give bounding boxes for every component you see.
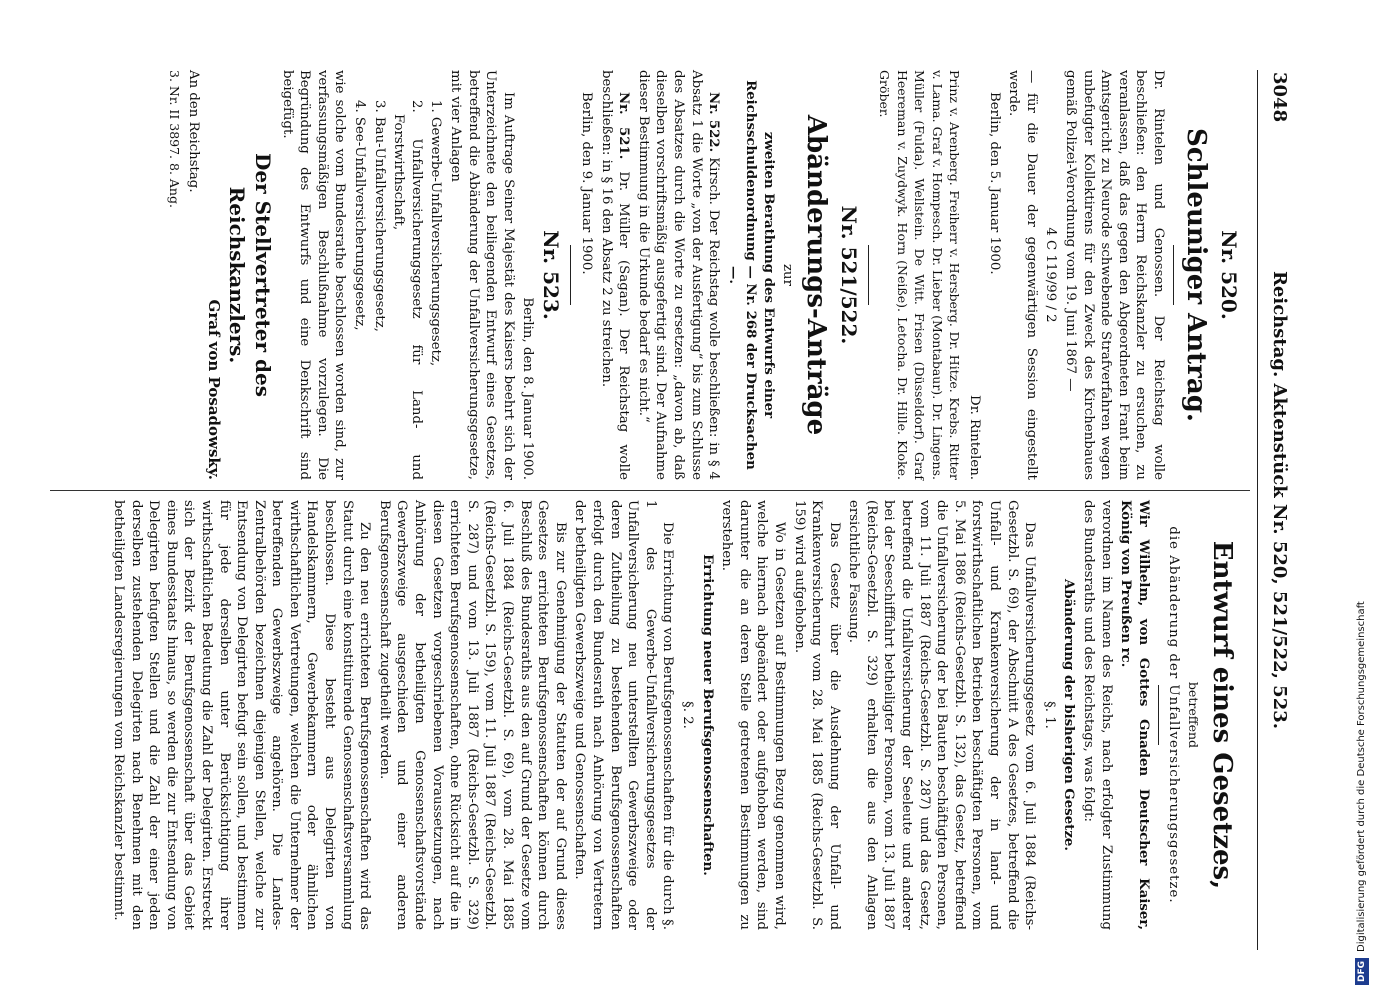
case-reference-denominator: 2 — [1043, 314, 1059, 323]
column-divider — [50, 490, 1250, 491]
list-item: 3. Bau-Unfallversicherungsgesetz, — [371, 100, 387, 332]
case-reference: 4 C 119/99 — [1043, 227, 1059, 302]
nr-521-label: Nr. 521. — [616, 92, 632, 160]
motion-521-522-number: Nr. 521/522. — [837, 205, 862, 345]
list-item: 1. Gewerbe-Unfallversicherungsgesetz, — [428, 100, 444, 367]
law-list — [350, 70, 444, 480]
paragraph-2-text: Die Errichtung von Berufsgenossenschaften für die durch §. 1 des Gewerbe-Unfallversicherungsgesetzes der Unfallversicherung neu unterstellten Gewerbszweige oder deren Zutheilung zu bestehenden Berufsgenossenschaften erfolgt durch den Bundesrath nach Anhörung von Vertretern der betheiligten Gewerbszweige und Genossenschaften. — [572, 500, 676, 930]
list-item: 4. See-Unfallversicherungsgesetz, — [352, 100, 368, 331]
motion-521-522-sub1: zur — [780, 264, 796, 286]
motion-521-522-sub2: zweiten Berathung des Entwurfs einer Reichsschuldenordnung — Nr. 268 der Drucksachen —. — [725, 80, 776, 470]
dfg-logo: DFG — [1355, 958, 1369, 985]
motion-523-outro: wie solche vom Bundesrathe beschlossen worden sind, zur verfassungsmäßigen Beschlußnahme vorzulegen. Die Begründung des Entwurfs und eine Denkschrift sind beigefügt. — [279, 70, 348, 480]
divider — [570, 245, 571, 305]
bill-title: Entwurf eines Gesetzes, — [1207, 540, 1237, 890]
motion-523 — [165, 70, 564, 480]
motion-523-place-date: Berlin, den 8. Januar 1900. — [520, 297, 536, 480]
divider — [1158, 685, 1159, 745]
paragraph-1-label: §. 1. — [1041, 701, 1057, 729]
preamble: verordnen im Namen des Reichs, nach erfolgter Zustimmung des Bundesraths und des Reichstags, was folgt: — [1081, 500, 1114, 930]
list-item: 2. Unfallversicherungsgesetz für Land- und Forstwirthschaft, — [391, 100, 424, 480]
motion-520-title: Schleuniger Antrag. — [1181, 128, 1211, 422]
divider — [1173, 245, 1174, 305]
footer — [1345, 0, 1383, 1000]
page-header — [1258, 0, 1290, 1000]
motion-523-number: Nr. 523. — [539, 230, 564, 320]
divider — [869, 245, 870, 305]
left-column — [163, 70, 1242, 480]
motion-520: Nr. 520. Schleuniger Antrag. Dr. Rintelen und Genossen. Der Reichstag wolle beschließen: den Herrn Reichskanzler zu ersuchen, zu veranlassen, daß das gegen den Abgeordneten Frant beim Amtsgericht zu Neurode schwebende Strafverfahren wegen unbefugter Kollektirens für den Zweck des Kirchenbaues gemäß Polizei-Verordnung vom 19. Juni 1867 — 4 C 119/99 / 2 — für die Dauer der gegenwärtigen Session eingestellt werde. Berlin, den 5. Januar 1900. Dr. Rintelen. Prinz v. Arenberg. Freiherr v. Hersberg. Dr. Hitze. Krebs. Ritter v. Lama. Graf v. Hompesch. Dr. Lieber (Montabaur). Dr. Lingens. Müller (Fulda). Wellstein. De Witt. Frisen (Düsseldorf). Graf Heereman v. Zuydwyk. Horn (Neiße). Letocha. Dr. Hille. Kloke. Gröber. — [869, 70, 1243, 480]
preamble-bold: Wir Wilhelm, von Gottes Gnaden Deutscher Kaiser, König von Preußen rc. — [1118, 500, 1151, 930]
motion-521-522-title: Abänderungs-Anträge — [801, 114, 832, 436]
signature-title: Der Stellvertreter des Reichskanzlers. — [225, 153, 276, 397]
nr-521-text: Dr. Müller (Sagan). Der Reichstag wolle beschließen: in § 16 den Absatz 2 zu streichen. — [598, 70, 632, 480]
paragraph-2-label: §. 2. — [679, 701, 695, 729]
motion-520-signer: Dr. Rintelen. — [967, 395, 983, 480]
page-number: 3048 — [1269, 72, 1290, 123]
right-column — [107, 500, 1242, 930]
bill-subtitle: betreffend — [1186, 681, 1201, 749]
addressee: An den Reichstag. — [186, 70, 202, 193]
motion-520-number: Nr. 520. — [1217, 230, 1241, 320]
paragraph-2-text-3: Zu den neu errichteten Berufsgenossenschaften wird das Statut durch eine konstituirende Genossenschaftsversammlung beschlossen. Diese besteht aus Delegirten von Handelskammern, Gewerbekammern oder ähnlichen wirthschaftlichen Vertretungen, welchen die Unternehmer der betreffenden Gewerbszweige angehören. Die Landes-Zentralbehörden bezeichnen diejenigen Stellen, welche zur Entsendung von Delegirten befugt sein sollen, und bestimmen für jede derselben unter Berücksichtigung ihrer wirthschaftlichen Bedeutung die Zahl der Delegirten. Erstreckt sich der Bezirk der Berufsgenossenschaft über das Gebiet eines Bundesstaats hinaus, so werden die zur Entsendung von Delegirten befugten Stellen und die Zahl der einer jeden derselben zustehenden Delegirten nach Benehmen mit den betheiligten Landesregierungen vom Reichskanzler bestimmt. — [110, 500, 373, 930]
nr-522-text: Kirsch. Der Reichstag wolle beschließen: in § 4 Absatz 1 die Worte „von der Ausfertigung“ bis zum Schlusse des Absatzes durch die Worte zu ersetzen: „davon ab, daß dieselben vorschriftsmäßig ausgefertigt sind. Der Aufnahme dieser Bestimmung in die Urkunde bedarf es nicht.“ — [635, 70, 722, 480]
motion-520-text-end: — für die Dauer der gegenwärtigen Session eingestellt werde. — [1006, 70, 1039, 480]
nr-522-label: Nr. 522. — [706, 92, 722, 153]
motion-520-text: Dr. Rintelen und Genossen. Der Reichstag wolle beschließen: den Herrn Reichskanzler zu ersuchen, zu veranlassen, daß das gegen den Abgeordneten Frant beim Amtsgericht zu Neurode schwebende Strafverfahren wegen unbefugter Kollektirens für den Zweck des Kirchenbaues gemäß Polizei-Verordnung vom 19. Juni 1867 — — [1063, 70, 1166, 480]
motion-520-place-date: Berlin, den 5. Januar 1900. — [986, 92, 1002, 275]
reference-number: 3. Nr. II 3897. 8. Ang. — [166, 70, 182, 208]
signature-name: Graf von Posadowsky. — [205, 299, 224, 480]
paragraph-1-text-2: Das Gesetz über die Ausdehnung der Unfall- und Krankenversicherung vom 28. Mai 1885 (Reichs-Gesetzbl. S. 159) wird aufgehoben. — [791, 500, 842, 930]
bill-subtitle-2: die Abänderung der Unfallversicherungsgesetze. — [1166, 526, 1182, 904]
section-heading-2: Errichtung neuer Berufsgenossenschaften. — [699, 554, 715, 876]
paragraph-1-text: Das Unfallversicherungsgesetz vom 6. Juli 1884 (Reichs-Gesetzbl. S. 69), der Abschnitt A des Gesetzes, betreffend die Unfall- und Krankenversicherung der in land- und forstwirthschaftlichen Betrieben beschäftigten Personen, vom 5. Mai 1886 (Reichs-Gesetzbl. S. 132), das Gesetz, betreffend die Unfallversicherung der bei Bauten beschäftigten Personen, vom 11. Juli 1887 (Reichs-Gesetzbl. S. 287) und das Gesetz, betreffend die Unfallversicherung der Seeleute und anderer bei der Seeschifffahrt betheiligter Personen, vom 13. Juli 1887 (Reichs-Gesetzbl. S. 329) erhalten die aus den Anlagen ersichtliche Fassung. — [846, 500, 1038, 930]
motion-520-supporters: Prinz v. Arenberg. Freiherr v. Hersberg. Dr. Hitze. Krebs. Ritter v. Lama. Graf v. Hompesch. Dr. Lieber (Montabaur). Dr. Lingens. Müller (Fulda). Wellstein. De Witt. Frisen (Düsseldorf). Graf Heereman v. Zuydwyk. Horn (Neiße). Letocha. Dr. Hille. Kloke. Gröber. — [877, 70, 963, 480]
motion-523-intro: Im Auftrage Seiner Majestät des Kaisers beehrt sich der Unterzeichnete den beiliegenden Entwurf eines Gesetzes, betreffend die Abänderung der Unfallversicherungsgesetze, mit vier Anlagen — [448, 70, 516, 480]
funding-note: Digitalisierung gefördert durch die Deutsche Forschungsgemeinschaft — [1356, 601, 1367, 952]
motion-521-522-place-date: Berlin, den 9. Januar 1900. — [578, 92, 594, 275]
section-heading: Abänderung der bisherigen Gesetze. — [1061, 579, 1077, 851]
paragraph-2-text-2: Bis zur Genehmigung der Statuten der auf Grund dieses Gesetzes errichteten Berufsgenossenschaften können durch Beschluß des Bundesraths aus den auf Grund der Gesetze vom 6. Juli 1884 (Reichs-Gesetzbl. S. 69), vom 28. Mai 1885 (Reichs-Gesetzbl. S. 159), vom 11. Juli 1887 (Reichs-Gesetzbl. S. 287) und vom 13. Juli 1887 (Reichs-Gesetzbl. S. 329) errichteten Berufsgenossenschaften, ohne Rücksicht auf die in diesen Gesetzen vorgeschriebenen Voraussetzungen, nach Anhörung der betheiligten Genossenschaftsvorstände Gewerbszweige ausgeschieden und einer anderen Berufsgenossenschaft zugetheilt werden. — [376, 500, 568, 930]
motion-521-522 — [570, 70, 862, 480]
header-rule — [1257, 70, 1258, 950]
paragraph-1-text-3: Wo in Gesetzen auf Bestimmungen Bezug genommen wird, welche hiernach abgeändert oder aufgehoben werden, sind darunter die an deren Stelle getretenen Bestimmungen zu verstehen. — [719, 500, 787, 930]
running-title: Reichstag. Aktenstück Nr. 520, 521/522, 523. — [1269, 270, 1290, 730]
